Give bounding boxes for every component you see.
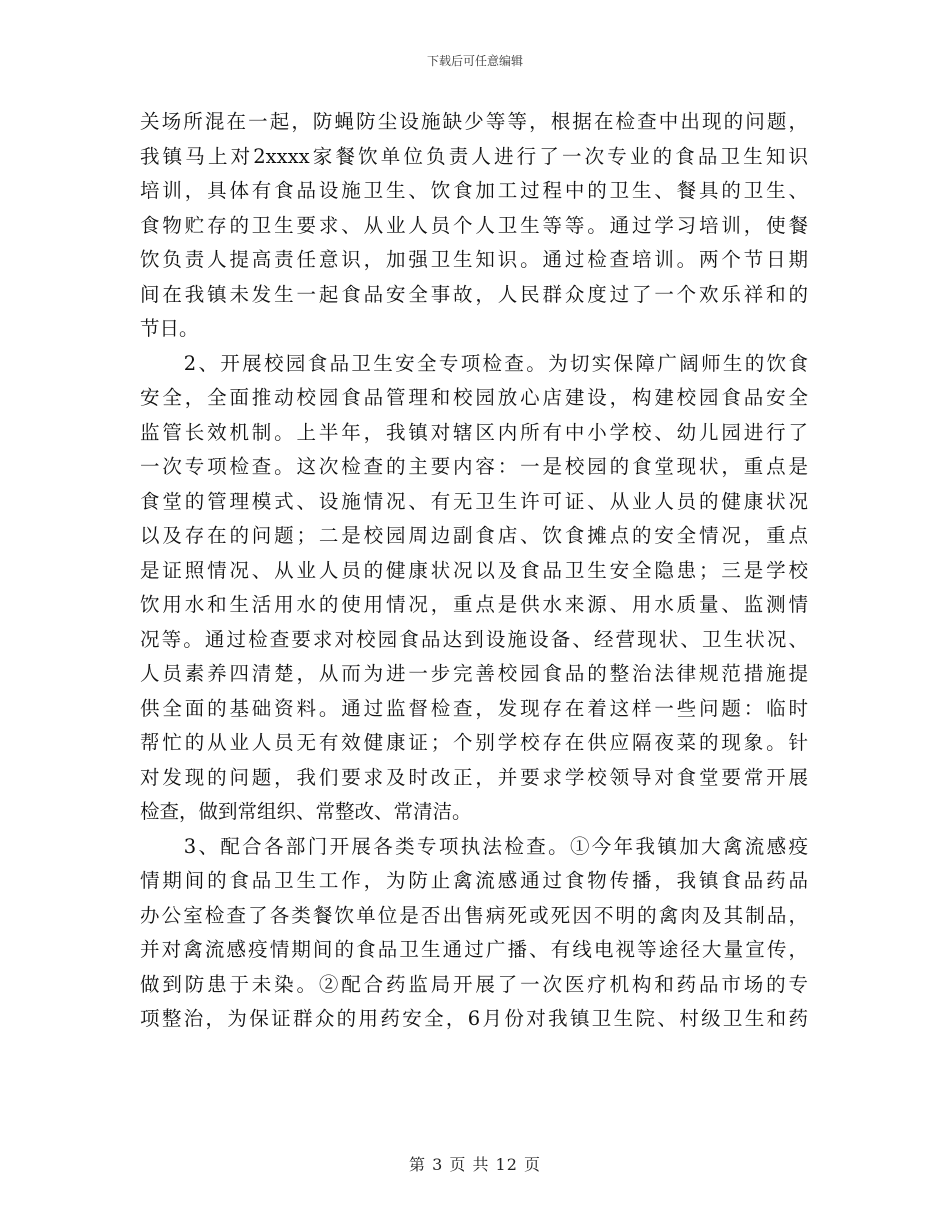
text-line: 一次专项检查。这次检查的主要内容：一是校园的食堂现状，重点是	[140, 455, 808, 478]
text-line: 情期间的食品卫生工作，为防止禽流感通过食物传播，我镇食品药品	[140, 869, 808, 892]
text-line: 培训，具体有食品设施卫生、饮食加工过程中的卫生、餐具的卫生、	[140, 179, 808, 202]
text-line: 人员素养四清楚，从而为进一步完善校园食品的整治法律规范措施提	[140, 662, 808, 685]
text-line: 关场所混在一起，防蝇防尘设施缺少等等，根据在检查中出现的问题，	[140, 110, 808, 133]
text-line: 2、开展校园食品卫生安全专项检查。为切实保障广阔师生的饮食	[140, 351, 808, 375]
text-line: 间在我镇未发生一起食品安全事故，人民群众度过了一个欢乐祥和的	[140, 282, 808, 306]
text-line: 对发现的问题，我们要求及时改正，并要求学校领导对食堂要常开展	[140, 765, 808, 789]
text-line: 饮负责人提高责任意识，加强卫生知识。通过检查培训。两个节日期	[140, 248, 808, 271]
text-line: 以及存在的问题；二是校园周边副食店、饮食摊点的安全情况，重点	[140, 524, 808, 547]
document-body	[140, 105, 808, 1037]
text-line: 况等。通过检查要求对校园食品达到设施设备、经营现状、卫生状况、	[140, 627, 808, 651]
text-line: 食堂的管理模式、设施情况、有无卫生许可证、从业人员的健康状况	[140, 489, 808, 513]
text-line: 检查，做到常组织、常整改、常清洁。	[140, 800, 472, 823]
text-line: 监管长效机制。上半年，我镇对辖区内所有中小学校、幼儿园进行了	[140, 420, 808, 444]
text-line: 做到防患于未染。②配合药监局开展了一次医疗机构和药品市场的专	[140, 972, 808, 996]
page-number: 第 3 页 共 12 页	[409, 1155, 541, 1174]
text-line: 3、配合各部门开展各类专项执法检查。①今年我镇加大禽流感疫	[140, 834, 808, 858]
text-line: 帮忙的从业人员无有效健康证；个别学校存在供应隔夜菜的现象。针	[140, 731, 808, 754]
text-line: 办公室检查了各类餐饮单位是否出售病死或死因不明的禽肉及其制品，	[140, 903, 808, 927]
text-line: 安全，全面推动校园食品管理和校园放心店建设，构建校园食品安全	[140, 386, 808, 409]
text-line: 供全面的基础资料。通过监督检查，发现存在着这样一些问题：临时	[140, 696, 808, 720]
text-line: 食物贮存的卫生要求、从业人员个人卫生等等。通过学习培训，使餐	[140, 213, 808, 237]
text-line: 我镇马上对2xxxx家餐饮单位负责人进行了一次专业的食品卫生知识	[140, 144, 808, 168]
text-line: 项整治，为保证群众的用药安全，6月份对我镇卫生院、村级卫生和药	[140, 1007, 808, 1030]
text-line: 是证照情况、从业人员的健康状况以及食品卫生安全隐患；三是学校	[140, 558, 808, 582]
page-header-note: 下载后可任意编辑	[426, 54, 523, 68]
text-line: 节日。	[140, 317, 199, 340]
text-line: 并对禽流感疫情期间的食品卫生通过广播、有线电视等途径大量宣传，	[140, 938, 808, 961]
text-line: 饮用水和生活用水的使用情况，重点是供水来源、用水质量、监测情	[140, 593, 808, 616]
